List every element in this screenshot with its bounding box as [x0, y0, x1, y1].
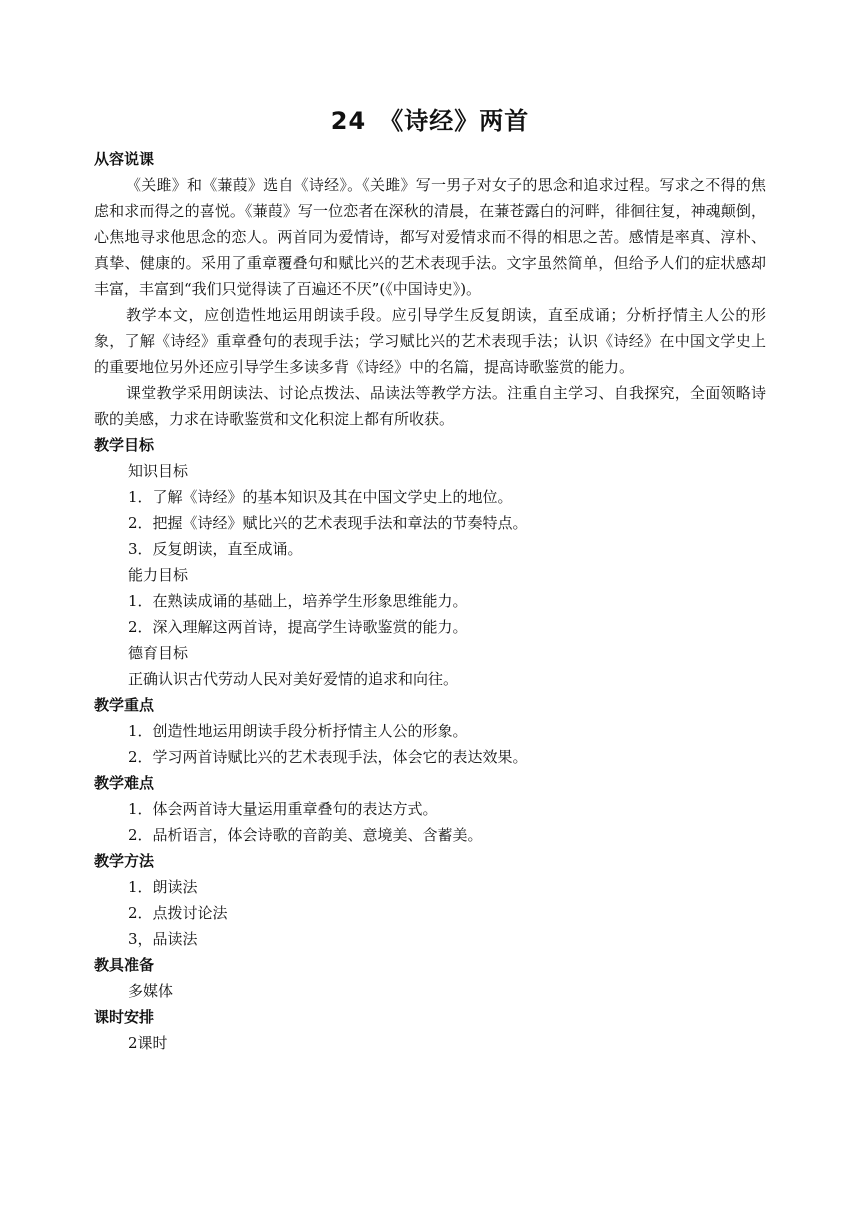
intro-paragraph: 课堂教学采用朗读法、讨论点拨法、品读法等教学方法。注重自主学习、自我探究，全面领略诗歌的美感，力求在诗歌鉴赏和文化积淀上都有所收获。 [94, 384, 766, 428]
list-item: 2．点拨讨论法 [128, 904, 228, 922]
tools-text: 多媒体 [128, 982, 174, 1000]
intro-paragraph: 教学本文，应创造性地运用朗读手段。应引导学生反复朗读，直至成诵；分析抒情主人公的形象，了解《诗经》重章叠句的表现手法；学习赋比兴的艺术表现手法；认识《诗经》在中国文学史上的重要地位另外还应引导学生多读多背《诗经》中的名篇，提高诗歌鉴赏的能力。 [94, 306, 766, 376]
schedule-text: 2课时 [128, 1034, 168, 1052]
list-item: 2．把握《诗经》赋比兴的艺术表现手法和章法的节奏特点。 [128, 514, 528, 532]
section-heading-schedule: 课时安排 [94, 1008, 155, 1026]
section-heading-keypoints: 教学重点 [94, 696, 155, 714]
section-heading-methods: 教学方法 [94, 852, 155, 870]
list-item: 3，品读法 [128, 930, 198, 948]
list-item: 1．了解《诗经》的基本知识及其在中国文学史上的地位。 [128, 488, 513, 506]
list-item: 2．深入理解这两首诗，提高学生诗歌鉴赏的能力。 [128, 618, 468, 636]
section-heading-tools: 教具准备 [94, 956, 155, 974]
intro-paragraph: 《关雎》和《蒹葭》选自《诗经》。《关雎》写一男子对女子的思念和追求过程。写求之不得的焦虑和求而得之的喜悦。《蒹葭》写一位恋者在深秋的清晨，在蒹苍露白的河畔，徘徊往复，神魂颠倒，心焦地寻求他思念的恋人。两首同为爱情诗，都写对爱情求而不得的相思之苦。感情是率真、淳朴、真挚、健康的。采用了重章覆叠句和赋比兴的艺术表现手法。文字虽然简单，但给予人们的症状感却丰富，丰富到“我们只觉得读了百遍还不厌”(《中国诗史》)。 [94, 176, 766, 298]
list-item: 2．品析语言，体会诗歌的音韵美、意境美、含蓄美。 [128, 826, 483, 844]
subheading-knowledge: 知识目标 [128, 462, 189, 480]
list-item: 1．朗读法 [128, 878, 198, 896]
list-item: 2．学习两首诗赋比兴的艺术表现手法，体会它的表达效果。 [128, 748, 528, 766]
list-item: 1．在熟读成诵的基础上，培养学生形象思维能力。 [128, 592, 468, 610]
list-item: 1．体会两首诗大量运用重章叠句的表达方式。 [128, 800, 438, 818]
subheading-moral: 德育目标 [128, 644, 189, 662]
section-heading-difficulties: 教学难点 [94, 774, 155, 792]
list-item: 3．反复朗读，直至成诵。 [128, 540, 303, 558]
subheading-ability: 能力目标 [128, 566, 189, 584]
page-title: 24 《诗经》两首 [330, 107, 530, 135]
section-heading-intro: 从容说课 [94, 150, 155, 168]
list-item: 1．创造性地运用朗读手段分析抒情主人公的形象。 [128, 722, 468, 740]
document-body [94, 146, 766, 1056]
section-heading-goals: 教学目标 [94, 436, 155, 454]
moral-goal-text: 正确认识古代劳动人民对美好爱情的追求和向往。 [128, 670, 459, 688]
